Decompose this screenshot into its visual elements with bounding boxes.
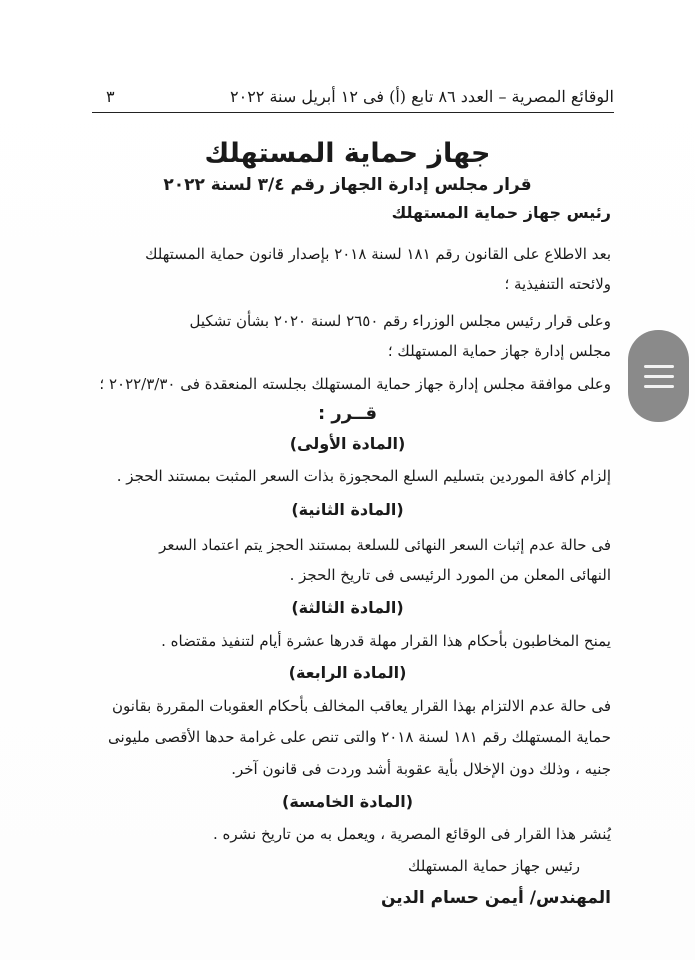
running-title: الوقائع المصرية – العدد ٨٦ تابع (أ) فى ١٢ أبريل سنة ٢٠٢٢ <box>230 87 614 106</box>
article-line: يمنح المخاطبون بأحكام هذا القرار مهلة قدرها عشرة أيام لتنفيذ مقتضاه . <box>161 632 611 650</box>
article-line: إلزام كافة الموردين بتسليم السلع المحجوزة بذات السعر المثبت بمستند الحجز . <box>116 467 611 485</box>
article-line: فى حالة عدم إثبات السعر النهائى للسلعة بمستند الحجز يتم اعتماد السعر <box>159 536 611 554</box>
article-heading: (المادة الثانية) <box>291 500 404 519</box>
preamble-line: وعلى قرار رئيس مجلس الوزراء رقم ٢٦٥٠ لسنة ٢٠٢٠ بشأن تشكيل <box>189 312 611 330</box>
preamble-line: بعد الاطلاع على القانون رقم ١٨١ لسنة ٢٠١٨ بإصدار قانون حماية المستهلك <box>145 245 611 263</box>
signature-role: رئيس جهاز حماية المستهلك <box>408 857 580 875</box>
article-line: حماية المستهلك رقم ١٨١ لسنة ٢٠١٨ والتى تنص على غرامة حدها الأقصى مليونى <box>108 728 611 746</box>
issuer-heading: رئيس جهاز حماية المستهلك <box>391 203 611 222</box>
menu-lines-icon <box>644 365 674 368</box>
decision-word: قــرر : <box>317 403 378 424</box>
authority-title: جهاز حماية المستهلك <box>204 138 491 169</box>
article-heading: (المادة الرابعة) <box>288 663 407 682</box>
menu-lines-icon <box>644 375 674 378</box>
signature-name: المهندس/ أيمن حسام الدين <box>380 888 611 908</box>
preamble-line: ولائحته التنفيذية ؛ <box>504 275 611 293</box>
preamble-line: مجلس إدارة جهاز حماية المستهلك ؛ <box>387 342 611 360</box>
article-line: فى حالة عدم الالتزام بهذا القرار يعاقب المخالف بأحكام العقوبات المقررة بقانون <box>111 697 611 715</box>
article-heading: (المادة الأولى) <box>289 434 406 453</box>
article-line: النهائى المعلن من المورد الرئيسى فى تاريخ الحجز . <box>289 566 611 584</box>
article-line: يُنشر هذا القرار فى الوقائع المصرية ، ويعمل به من تاريخ نشره . <box>212 825 611 843</box>
menu-lines-icon <box>644 385 674 388</box>
article-heading: (المادة الخامسة) <box>282 792 413 811</box>
decree-subtitle: قرار مجلس إدارة الجهاز رقم ٣/٤ لسنة ٢٠٢٢ <box>163 175 532 195</box>
article-line: جنيه ، وذلك دون الإخلال بأية عقوبة أشد وردت فى قانون آخر. <box>231 760 611 778</box>
article-heading: (المادة الثالثة) <box>291 598 404 617</box>
scroll-handle[interactable] <box>628 330 689 422</box>
page-number: ٣ <box>106 87 115 106</box>
preamble-line: وعلى موافقة مجلس إدارة جهاز حماية المستهلك بجلسته المنعقدة فى ٢٠٢٢/٣/٣٠ ؛ <box>99 375 611 393</box>
